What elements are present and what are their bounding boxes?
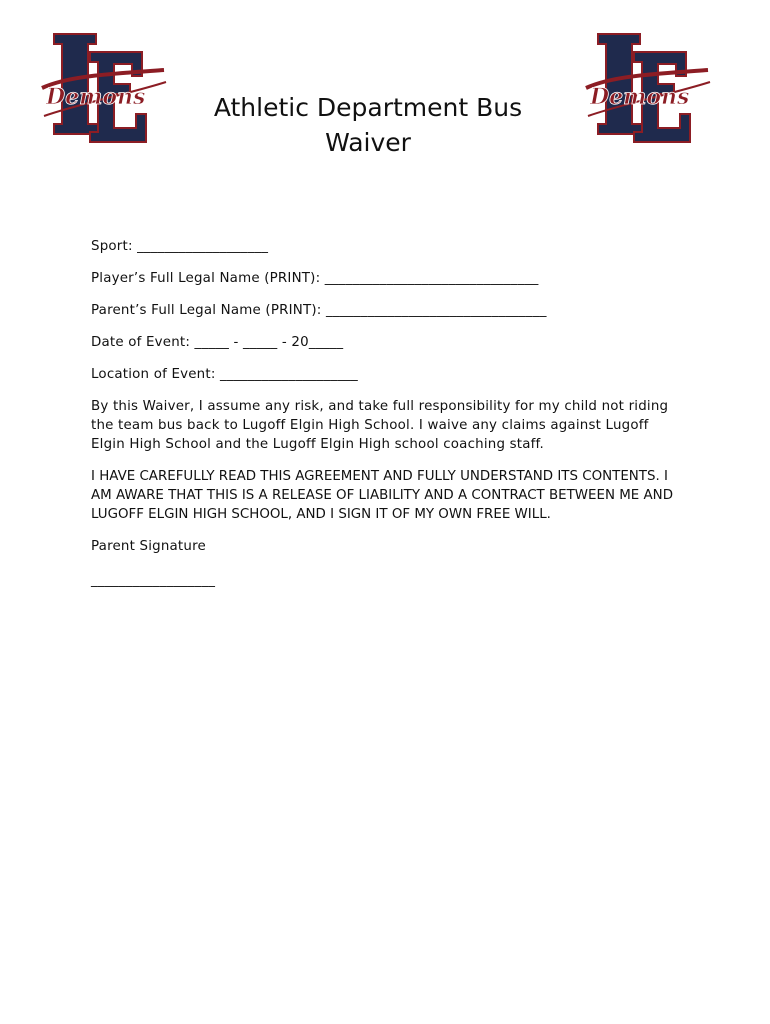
waiver-paragraph: By this Waiver, I assume any risk, and take full responsibility for my child not riding the team bus back to Lugoff Elgin High School. I waive any claims against Lugoff Elgin High School and the Lugoff Elgin High school coaching staff. (91, 399, 669, 452)
agreement-paragraph: I HAVE CAREFULLY READ THIS AGREEMENT AND FULLY UNDERSTAND ITS CONTENTS. I AM AWARE THAT THIS IS A RELEASE OF LIABILITY AND A CONTRACT BETWEEN ME AND LUGOFF ELGIN HIGH SCHOOL, AND I SIGN IT OF MY OWN FREE WILL. (91, 469, 673, 522)
sport-field[interactable]: Sport: ___________________ (91, 239, 269, 254)
le-demons-logo-icon (582, 32, 712, 144)
signature-label: Parent Signature (91, 539, 206, 554)
title-line-1: Athletic Department Bus (213, 93, 523, 122)
parent-name-field[interactable]: Parent’s Full Legal Name (PRINT): ________________________________ (91, 303, 547, 318)
event-date-field[interactable]: Date of Event: _____ - _____ - 20_____ (91, 335, 344, 350)
signature-line[interactable]: __________________ (91, 573, 216, 588)
waiver-form (91, 237, 681, 603)
logo-script-text: Demons (46, 84, 146, 110)
page-title (190, 90, 546, 160)
player-name-field[interactable]: Player’s Full Legal Name (PRINT): _______________________________ (91, 271, 539, 286)
event-location-field[interactable]: Location of Event: ____________________ (91, 367, 358, 382)
school-logo-right (582, 32, 712, 144)
logo-script-text: Demons (590, 84, 690, 110)
school-logo-left (38, 32, 168, 144)
le-demons-logo-icon (38, 32, 168, 144)
title-line-2: Waiver (325, 128, 411, 157)
